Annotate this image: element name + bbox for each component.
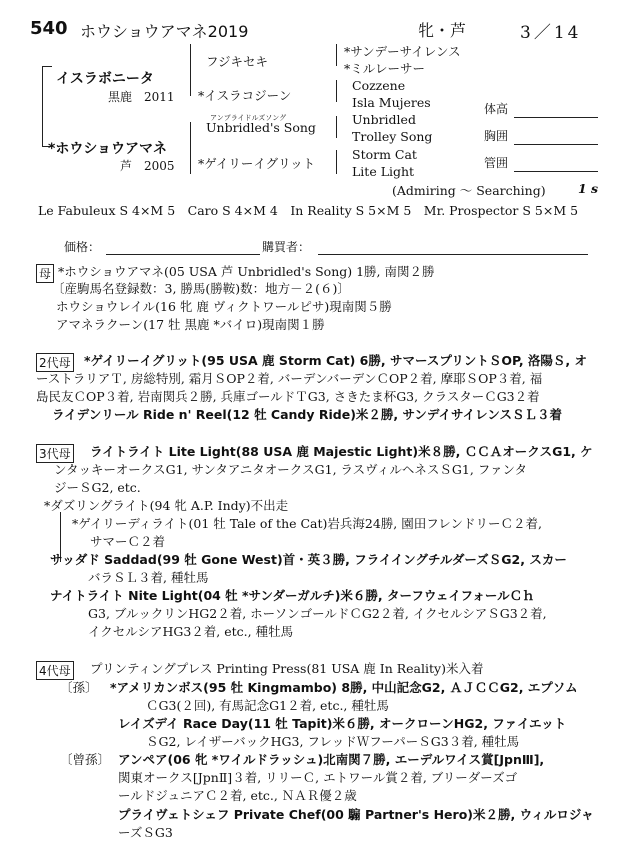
price-field[interactable] xyxy=(106,254,260,255)
g3-2: *ミルレーサー xyxy=(344,61,425,76)
dam-info: 芦 2005 xyxy=(120,159,175,173)
admiring-line: (Admiring ～ Searching) xyxy=(392,183,546,198)
gen4-tag: 4代母 xyxy=(36,661,74,680)
dam-line-4: アマネラクーン(17 牡 黒鹿 *バイロ)現南関１勝 xyxy=(56,317,325,332)
pedigree-bracket xyxy=(336,80,337,102)
pedigree-line xyxy=(42,66,52,67)
gen4-line-3: *アメリカンボス(95 牡 Kingmambo) 8勝, 中山記念G2, ＡＪＣＣG2, エプソム xyxy=(110,680,578,695)
g3-7: Storm Cat xyxy=(352,147,417,162)
gen4-line-5: レイズデイ Race Day(11 牡 Tapit)米６勝, オークローンHG2, ファイエット xyxy=(118,716,567,731)
gen3-line-10: G3, ブルックリンHG2２着, ホーソンゴールドＣG2２着, イクセルシアＳG3２着, xyxy=(88,606,547,621)
gen3-line-3: ジーＳG2, etc. xyxy=(54,480,141,495)
pedigree-bracket xyxy=(336,44,337,66)
g3-4: Isla Mujeres xyxy=(352,95,431,110)
gen4-line-4: ＣG3(２回), 有馬記念G1２着, etc., 種牡馬 xyxy=(146,698,389,713)
gen3-line-4: *ダズリングライト(94 牝 A.P. Indy)不出走 xyxy=(44,498,289,513)
height-label: 体高 xyxy=(484,102,509,116)
gen3-line-1: ライトライト Lite Light(88 USA 鹿 Majestic Light)米８勝, ＣＣＡオークスG1, ケ xyxy=(90,444,593,459)
pedigree-bracket xyxy=(190,44,191,96)
pedigree-bracket xyxy=(190,122,191,174)
dam-tag: 母 xyxy=(36,264,54,283)
buyer-label: 購買者： xyxy=(262,240,311,254)
gen2-line-4: ライデンリール Ride n' Reel(12 牡 Candy Ride)米２勝, サンデイサイレンスＳＬ３着 xyxy=(52,407,562,422)
sire-dam: *イスラコジーン xyxy=(198,88,292,103)
admiring-s: 1 s xyxy=(578,181,599,196)
g3-3: Cozzene xyxy=(352,78,406,93)
gen3-line-5: *ゲイリーディライト(01 牡 Tale of the Cat)岩兵海24勝, 園田フレンドリーＣ２着, xyxy=(72,516,542,531)
pedigree-bracket xyxy=(336,116,337,138)
catalog-number: 540 xyxy=(30,18,68,39)
sex-color: 牝・芦 xyxy=(418,21,467,40)
dam-sire-ruby: アンブライドルズソング xyxy=(210,114,287,122)
dam-name: *ホウショウアマネ xyxy=(48,141,168,157)
gen4-grandchild-label: 〔孫〕 xyxy=(60,680,98,695)
dam-line-3: ホウショウレイル(16 牝 鹿 ヴィクトワールピサ)現南関５勝 xyxy=(56,299,392,314)
gen4-line-8: アンペア(06 牝 *ワイルドラッシュ)北南関７勝, エーデルワイス賞[JpnⅢ], xyxy=(118,752,545,767)
dam-dam: *ゲイリーイグリット xyxy=(198,156,316,171)
price-label: 価格： xyxy=(64,240,101,254)
g3-1: *サンデーサイレンス xyxy=(344,44,461,59)
g3-8: Lite Light xyxy=(352,164,415,179)
sire-name: イスラボニータ xyxy=(56,71,154,87)
gen4-line-9: 関東オークス[JpnⅡ]３着, リリーＣ, エトワール賞２着, ブリーダーズゴ xyxy=(118,770,518,785)
gen3-line-7: サッダド Saddad(99 牡 Gone West)首・英３勝, フライイングチルダーズＳG2, スカー xyxy=(50,552,567,567)
gen4-great-grandchild-label: 〔曾孫〕 xyxy=(60,752,111,767)
sale-date: 3／14 xyxy=(520,23,582,43)
horse-name: ホウショウアマネ2019 xyxy=(80,22,249,41)
dam-sire: Unbridled's Song xyxy=(206,120,316,135)
cannon-label: 管囲 xyxy=(484,156,509,170)
gen2-tag: 2代母 xyxy=(36,353,74,372)
pedigree-bracket xyxy=(336,150,337,174)
buyer-field[interactable] xyxy=(318,254,588,255)
gen2-line-2: ーストラリアＴ, 房総特別, 霜月ＳOP２着, バーデンバーデンＣOP２着, 摩耶ＳOP３着, 福 xyxy=(36,371,543,386)
sire-info: 黒鹿 2011 xyxy=(108,90,175,104)
sire-sire: フジキセキ xyxy=(206,54,269,69)
g3-5: Unbridled xyxy=(352,112,416,127)
gen3-tag: 3代母 xyxy=(36,444,74,463)
height-field[interactable] xyxy=(514,117,598,118)
dam-line-1: *ホウショウアマネ(05 USA 芦 Unbridled's Song) 1勝, 南関２勝 xyxy=(58,264,435,279)
gen2-line-3: 島民友ＣOP３着, 岩南関兵２勝, 兵庫ゴールドＴG3, さきたま杯G3, クラスターＣG3２着 xyxy=(36,389,540,404)
gen4-line-6: ＳG2, レイザーバックHG3, フレッドＷフーパーＳG3３着, 種牡馬 xyxy=(146,734,520,749)
g3-6: Trolley Song xyxy=(352,129,433,144)
dam-line-2: 〔産駒馬名登録数：3, 勝馬(勝鞍)数：地方－２(６)〕 xyxy=(52,281,350,296)
gen4-line-11: プライヴェトシェフ Private Chef(00 騸 Partner's Hero)米２勝, ウィルロジャ xyxy=(118,807,594,822)
pedigree-bracket xyxy=(42,66,43,146)
gen3-line-8: バラＳＬ３着, 種牡馬 xyxy=(88,570,209,585)
gen3-line-9: ナイトライト Nite Light(04 牡 *サンダーガルチ)米６勝, ターフウェイフォールＣｈ xyxy=(50,588,535,603)
gen4-line-10: ールドジュニアＣ２着, etc., ＮＡＲ優２歳 xyxy=(118,788,357,803)
cannon-field[interactable] xyxy=(514,171,598,172)
gen4-line-1: プリンティングプレス Printing Press(81 USA 鹿 In Reality)米入着 xyxy=(90,661,484,676)
gen3-line-11: イクセルシアHG3２着, etc., 種牡馬 xyxy=(88,624,294,639)
inbreeding: Le Fabuleux S 4×M 5 Caro S 4×M 4 In Reality S 5×M 5 Mr. Prospector S 5×M 5 xyxy=(38,203,579,218)
chest-label: 胸囲 xyxy=(484,129,509,143)
gen2-line-1: *ゲイリーイグリット(95 USA 鹿 Storm Cat) 6勝, サマースプリントＳOP, 洛陽Ｓ, オ xyxy=(84,353,588,368)
gen3-line-2: ンタッキーオークスG1, サンタアニタオークスG1, ラスヴィルヘネスＳG1, ファンタ xyxy=(54,462,528,477)
gen4-line-12: ーズＳG3 xyxy=(118,825,173,840)
chest-field[interactable] xyxy=(514,144,598,145)
gen3-line-6: サマーＣ２着 xyxy=(90,534,166,549)
